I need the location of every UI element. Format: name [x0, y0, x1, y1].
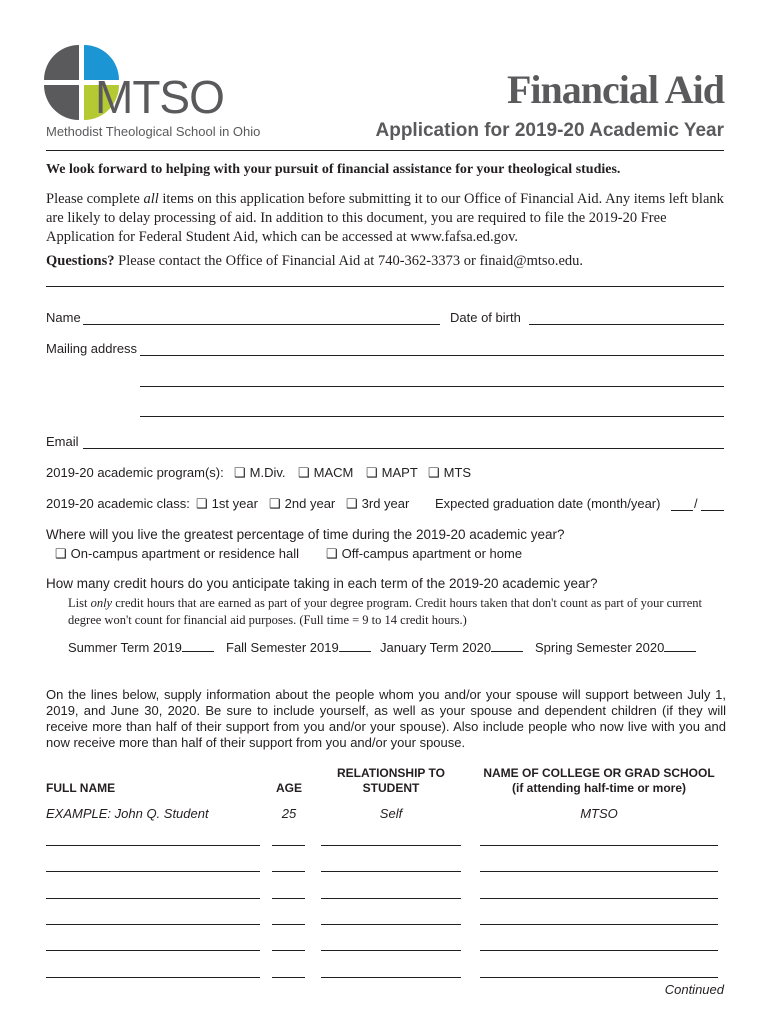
- checkbox-icon: ❑: [269, 496, 281, 511]
- name-field[interactable]: [83, 324, 440, 325]
- dependent-name-field[interactable]: [46, 845, 260, 846]
- grad-month-field[interactable]: [671, 510, 693, 511]
- col-header-relationship: RELATIONSHIP TO STUDENT: [336, 766, 445, 795]
- logo-subtitle: Methodist Theological School in Ohio: [46, 124, 261, 139]
- living-option-on-campus[interactable]: ❑ On-campus apartment or residence hall: [55, 546, 299, 561]
- mailing-field-3[interactable]: [140, 416, 724, 417]
- grad-date-label: Expected graduation date (month/year): [435, 496, 661, 511]
- grad-date-slash: /: [694, 496, 698, 511]
- dependent-college-field[interactable]: [480, 871, 718, 872]
- term-fall-field[interactable]: [339, 640, 371, 652]
- dependent-college-field[interactable]: [480, 845, 718, 846]
- dependent-relationship-field[interactable]: [321, 898, 461, 899]
- dependent-relationship-field[interactable]: [321, 924, 461, 925]
- class-option-1st[interactable]: ❑ 1st year: [196, 496, 258, 511]
- example-age: 25: [281, 806, 297, 821]
- checkbox-icon: ❑: [55, 546, 67, 561]
- intro-rule: [46, 286, 724, 287]
- dependent-relationship-field[interactable]: [321, 977, 461, 978]
- mailing-field-2[interactable]: [140, 386, 724, 387]
- dependent-college-field[interactable]: [480, 898, 718, 899]
- dependent-relationship-field[interactable]: [321, 871, 461, 872]
- term-fall: Fall Semester 2019: [226, 640, 371, 655]
- email-label: Email: [46, 434, 79, 449]
- class-option-2nd[interactable]: ❑ 2nd year: [269, 496, 336, 511]
- program-option-mdiv[interactable]: ❑ M.Div.: [234, 465, 286, 480]
- checkbox-icon: ❑: [346, 496, 358, 511]
- grad-year-field[interactable]: [701, 510, 724, 511]
- dependents-paragraph: On the lines below, supply information about the people whom you and/or your spouse will support between July 1, 2019, and June 30, 2020. Be sure to include yourself, as well as your spouse and dependent children (if they will receive more than half of their support from you and/or your spouse). Also include people who now live with you and now receive more than half of their support from you and/or your spouse.: [46, 687, 726, 750]
- dependent-relationship-field[interactable]: [321, 950, 461, 951]
- name-label: Name: [46, 310, 81, 325]
- example-name: EXAMPLE: John Q. Student: [46, 806, 209, 821]
- dependent-age-field[interactable]: [272, 924, 305, 925]
- term-summer-field[interactable]: [182, 640, 214, 652]
- intro-bold-line: We look forward to helping with your pursuit of financial assistance for your theological studies.: [46, 162, 621, 177]
- dependent-age-field[interactable]: [272, 845, 305, 846]
- living-option-off-campus[interactable]: ❑ Off-campus apartment or home: [326, 546, 523, 561]
- term-january: January Term 2020: [380, 640, 523, 655]
- checkbox-icon: ❑: [234, 465, 246, 480]
- program-label: 2019-20 academic program(s):: [46, 465, 224, 480]
- checkbox-icon: ❑: [428, 465, 440, 480]
- term-spring-field[interactable]: [664, 640, 696, 652]
- dob-field[interactable]: [529, 324, 724, 325]
- col-header-full-name: FULL NAME: [46, 781, 116, 795]
- col-header-college: NAME OF COLLEGE OR GRAD SCHOOL (if attending half-time or more): [483, 766, 715, 795]
- dependent-name-field[interactable]: [46, 924, 260, 925]
- dependent-name-field[interactable]: [46, 950, 260, 951]
- questions-line: Questions? Please contact the Office of Financial Aid at 740-362-3373 or finaid@mtso.edu.: [46, 253, 584, 269]
- col-header-age: AGE: [275, 781, 302, 795]
- term-spring: Spring Semester 2020: [535, 640, 696, 655]
- dependent-relationship-field[interactable]: [321, 845, 461, 846]
- dependent-name-field[interactable]: [46, 977, 260, 978]
- class-option-3rd[interactable]: ❑ 3rd year: [346, 496, 410, 511]
- term-summer: Summer Term 2019: [68, 640, 214, 655]
- dependent-college-field[interactable]: [480, 950, 718, 951]
- class-label: 2019-20 academic class:: [46, 496, 190, 511]
- term-january-field[interactable]: [491, 640, 523, 652]
- program-option-macm[interactable]: ❑ MACM: [298, 465, 354, 480]
- dependent-college-field[interactable]: [480, 977, 718, 978]
- page-subtitle: Application for 2019-20 Academic Year: [375, 120, 724, 141]
- example-college: MTSO: [580, 806, 618, 821]
- continued-label: Continued: [664, 982, 724, 997]
- dob-label: Date of birth: [450, 310, 521, 325]
- page-title: Financial Aid: [506, 67, 724, 112]
- program-option-mapt[interactable]: ❑ MAPT: [366, 465, 418, 480]
- checkbox-icon: ❑: [196, 496, 208, 511]
- mailing-field-1[interactable]: [140, 355, 724, 356]
- checkbox-icon: ❑: [366, 465, 378, 480]
- dependent-age-field[interactable]: [272, 898, 305, 899]
- dependent-name-field[interactable]: [46, 898, 260, 899]
- checkbox-icon: ❑: [298, 465, 310, 480]
- dependent-age-field[interactable]: [272, 871, 305, 872]
- dependent-age-field[interactable]: [272, 950, 305, 951]
- example-relationship: Self: [379, 806, 403, 821]
- credits-question: How many credit hours do you anticipate taking in each term of the 2019-20 academic year?: [46, 576, 598, 591]
- living-question: Where will you live the greatest percentage of time during the 2019-20 academic year?: [46, 527, 565, 542]
- header-rule: [46, 150, 724, 151]
- dependent-age-field[interactable]: [272, 977, 305, 978]
- logo-wordmark: MTSO: [95, 71, 224, 123]
- mailing-label: Mailing address: [46, 341, 138, 356]
- dependent-college-field[interactable]: [480, 924, 718, 925]
- dependent-name-field[interactable]: [46, 871, 260, 872]
- program-option-mts[interactable]: ❑ MTS: [428, 465, 472, 480]
- checkbox-icon: ❑: [326, 546, 338, 561]
- email-field[interactable]: [83, 448, 724, 449]
- intro-paragraph: Please complete all items on this application before submitting it to our Office of Financial Aid. Any items left blank are likely to delay processing of aid. In addition to this document, you are required to file the 2019-20 Free Application for Federal Student Aid, which can be accessed at www.fafsa.ed.gov.: [46, 191, 724, 245]
- credits-note: List only credit hours that are earned as part of your degree program. Credit hours taken that don't count as part of your current degree won't count for financial aid purposes. (Full time = 9 to 14 credit hours.): [68, 596, 702, 627]
